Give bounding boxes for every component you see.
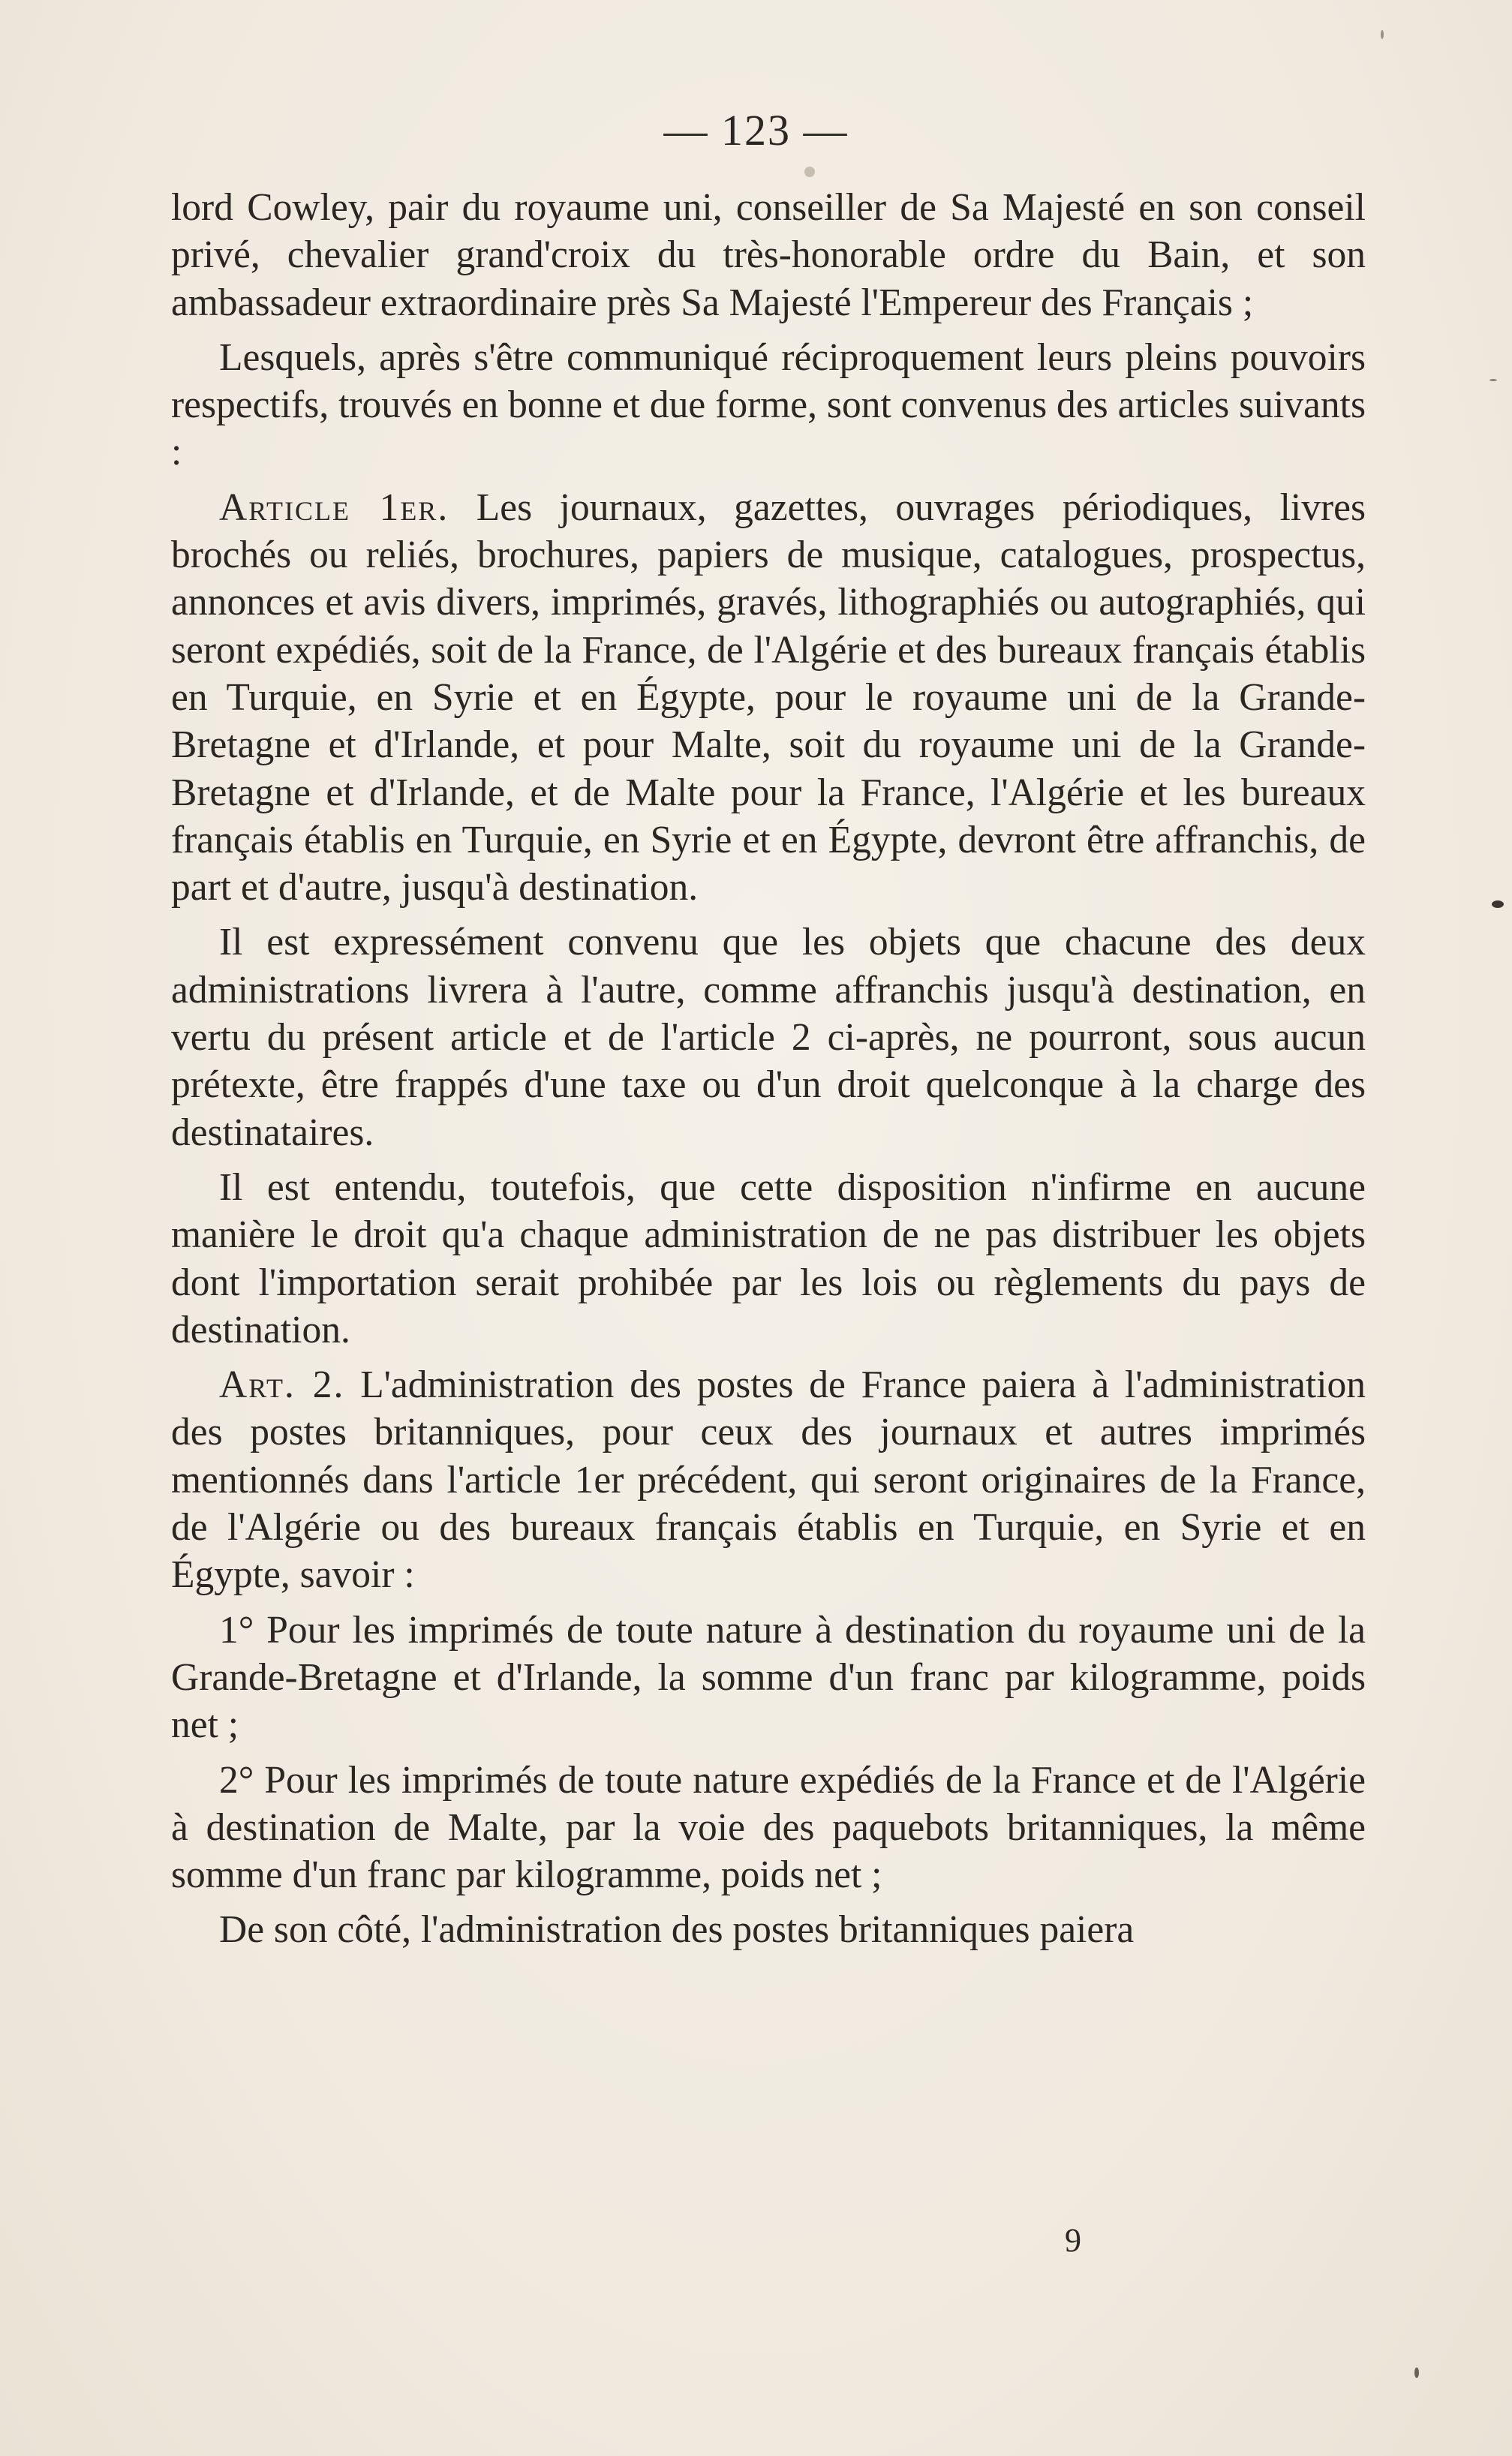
paragraph-text: lord Cowley, pair du royaume uni, conseiller de Sa Majesté en son conseil privé, chevalier grand'croix du très-honorable ordre du Bain, et son ambassadeur extraordinaire près Sa Majesté l'Empereur des Français ; (171, 186, 1366, 324)
document-body (171, 184, 1366, 1954)
paragraph-de-son-cote (171, 1906, 1366, 1953)
article-heading: Art. 2. (219, 1363, 345, 1407)
paragraph-intro (171, 184, 1366, 326)
paragraph-text: 2° Pour les imprimés de toute nature expédiés de la France et de l'Algérie à destination de Malte, par la voie des paquebots britanniques, la même somme d'un franc par kilogramme, poids net ; (171, 1758, 1366, 1897)
paragraph-il-est-convenu (171, 918, 1366, 1156)
paragraph-lesquels (171, 334, 1366, 476)
article-heading: Article 1er. (219, 485, 449, 529)
paragraph-article-1 (171, 484, 1366, 912)
paper-speck (804, 167, 815, 177)
paper-speck (1492, 900, 1504, 908)
paragraph-item-1 (171, 1607, 1366, 1749)
paper-speck (1489, 379, 1497, 381)
paragraph-text: Lesquels, après s'être communiqué réciproquement leurs pleins pouvoirs respectifs, trouvés en bonne et due forme, sont convenus des articles suivants : (171, 335, 1366, 474)
signature-mark: 9 (1065, 2222, 1081, 2259)
paper-speck (1414, 2367, 1419, 2378)
paragraph-text: Il est expressément convenu que les objets que chacune des deux administrations livrera à l'autre, comme affranchis jusqu'à destination, en vertu du présent article et de l'article 2 ci-après, ne pourront, sous aucun prétexte, être frappés d'une taxe ou d'un droit quelconque à la charge des destinataires. (171, 921, 1366, 1154)
page-number-header: — 123 — (663, 106, 849, 155)
paragraph-item-2 (171, 1757, 1366, 1899)
paragraph-il-est-entendu (171, 1164, 1366, 1354)
paper-speck (1381, 30, 1384, 39)
paragraph-article-2 (171, 1361, 1366, 1598)
paragraph-text: Les journaux, gazettes, ouvrages périodiques, livres brochés ou reliés, brochures, papiers de musique, catalogues, prospectus, annonces et avis divers, imprimés, gravés, lithographiés ou autographiés, qui seront expédiés, soit de la France, de l'Algérie et des bureaux français établis en Turquie, en Syrie et en Égypte, pour le royaume uni de la Grande-Bretagne et d'Irlande, et pour Malte, soit du royaume uni de la Grande-Bretagne et d'Irlande, et de Malte pour la France, l'Algérie et les bureaux français établis en Turquie, en Syrie et en Égypte, devront être affranchis, de part et d'autre, jusqu'à destination. (171, 485, 1366, 909)
paragraph-text: De son côté, l'administration des postes britanniques paiera (219, 1908, 1135, 1952)
paragraph-text: Il est entendu, toutefois, que cette disposition n'infirme en aucune manière le droit qu'a chaque administration de ne pas distribuer les objets dont l'importation serait prohibée par les lois ou règlements du pays de destination. (171, 1165, 1366, 1351)
paragraph-text: 1° Pour les imprimés de toute nature à destination du royaume uni de la Grande-Bretagne et d'Irlande, la somme d'un franc par kilogramme, poids net ; (171, 1608, 1366, 1747)
paragraph-text: L'administration des postes de France paiera à l'administration des postes britanniques, pour ceux des journaux et autres imprimés mentionnés dans l'article 1er précédent, qui seront originaires de la France, de l'Algérie ou des bureaux français établis en Turquie, en Syrie et en Égypte, savoir : (171, 1363, 1366, 1597)
